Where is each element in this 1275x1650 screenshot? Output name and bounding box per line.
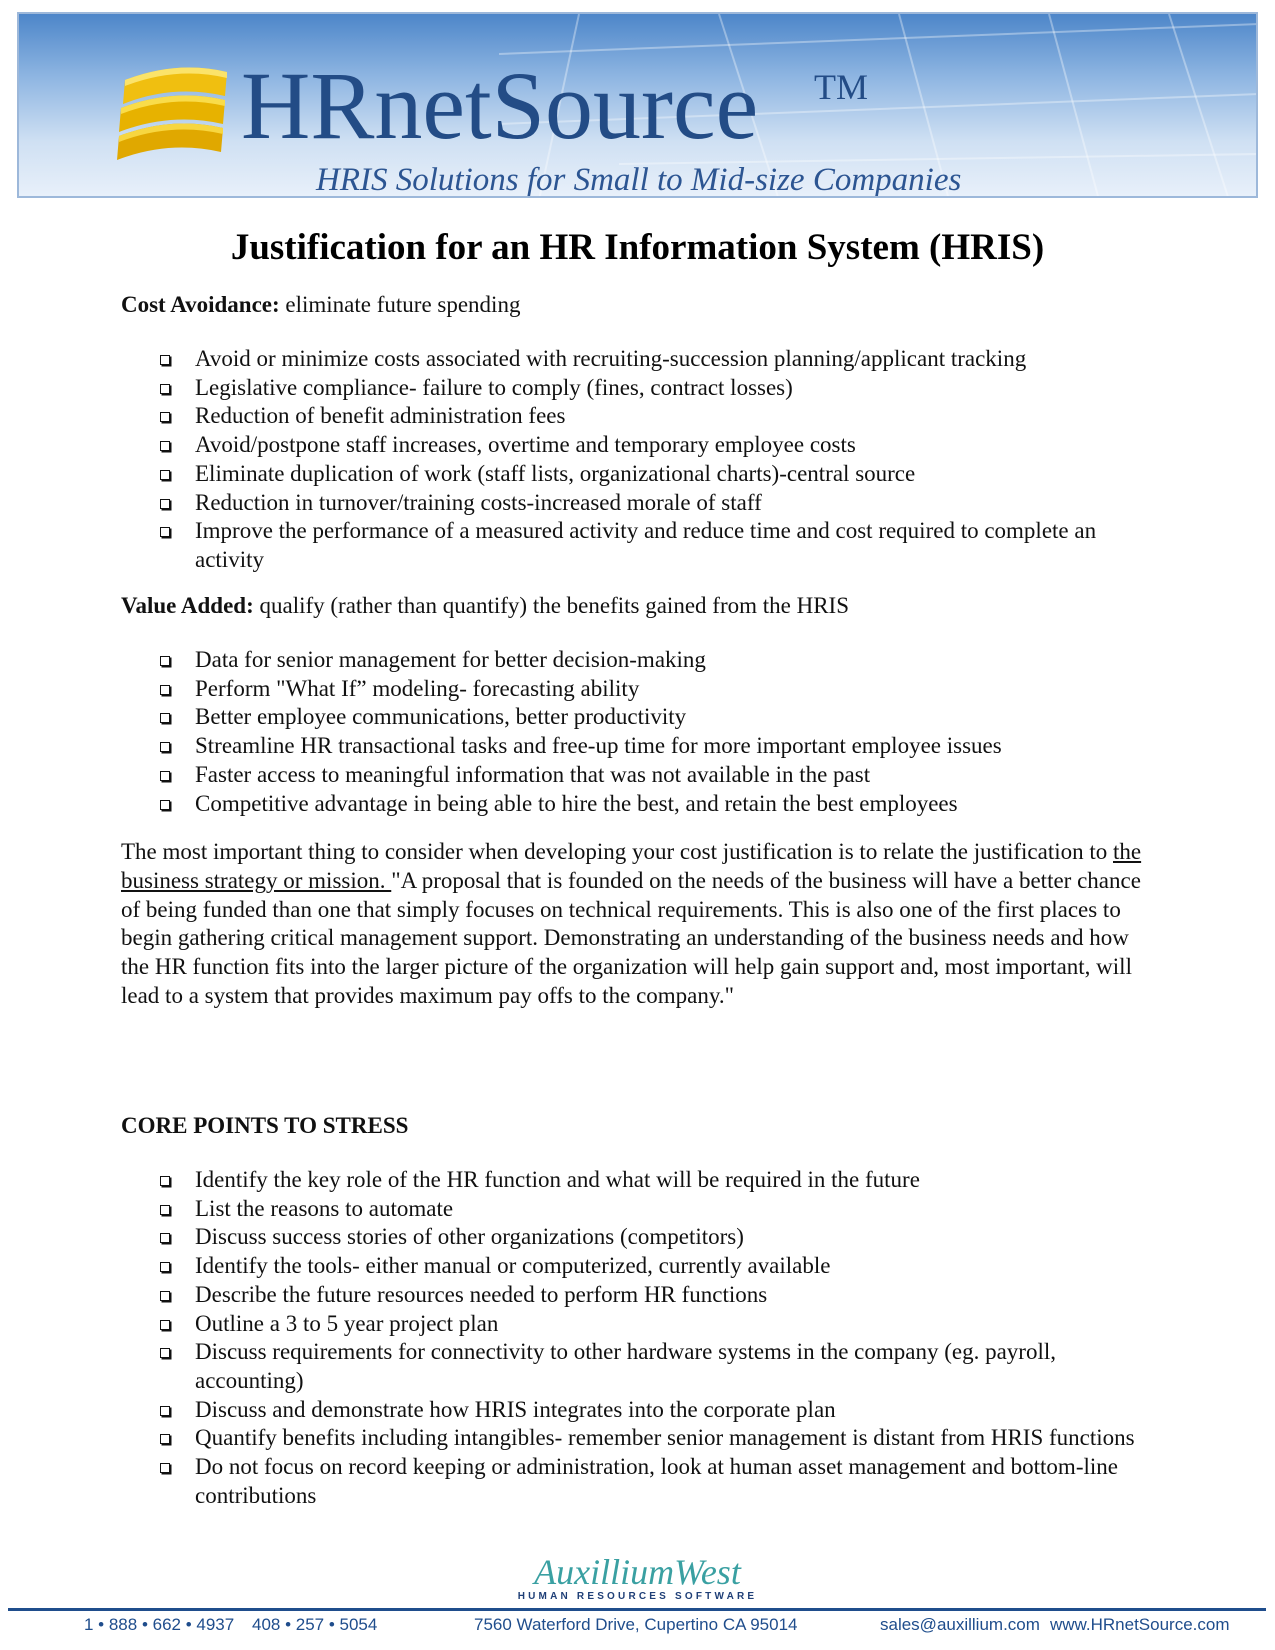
cost-avoidance-list bbox=[155, 345, 1165, 575]
auxilliumwest-logo-subtitle: HUMAN RESOURCES SOFTWARE bbox=[517, 1591, 758, 1602]
footer-phone-tollfree: 1 • 888 • 662 • 4937 bbox=[84, 1615, 235, 1634]
list-item: Perform "What If” modeling- forecasting ability bbox=[155, 675, 1165, 704]
list-item: Streamline HR transactional tasks and free-up time for more important employee issues bbox=[155, 732, 1165, 761]
list-item: Eliminate duplication of work (staff lists, organizational charts)-central source bbox=[155, 460, 1165, 489]
checkbox-bullet-icon bbox=[160, 1320, 170, 1330]
list-item: Quantify benefits including intangibles- remember senior management is distant from HRIS functions bbox=[155, 1424, 1165, 1453]
list-item: Data for senior management for better decision-making bbox=[155, 646, 1165, 675]
checkbox-bullet-icon bbox=[160, 441, 170, 451]
list-item: Identify the tools- either manual or computerized, currently available bbox=[155, 1252, 1165, 1281]
cost-avoidance-intro: eliminate future spending bbox=[279, 292, 521, 317]
justification-paragraph: The most important thing to consider when developing your cost justification is to relate the justification to the business strategy or mission. "A proposal that is founded on the needs of the business will have a better chance of being funded than one that simply focuses on technical requirements. This is also one of the first places to begin gathering critical management support. Demonstrating an understanding of the business needs and how the HR function fits into the larger picture of the organization will help gain support and, most important, will lead to a system that provides maximum pay offs to the company." bbox=[121, 839, 1142, 1008]
list-item: Identify the key role of the HR function and what will be required in the future bbox=[155, 1166, 1165, 1195]
auxilliumwest-logo: AuxilliumWest bbox=[534, 1552, 741, 1592]
list-item: Discuss requirements for connectivity to other hardware systems in the company (eg. payroll, accounting) bbox=[155, 1338, 1165, 1395]
list-item: Outline a 3 to 5 year project plan bbox=[155, 1310, 1165, 1339]
list-item: Discuss success stories of other organizations (competitors) bbox=[155, 1223, 1165, 1252]
core-points-list bbox=[155, 1166, 1165, 1510]
list-item: Reduction of benefit administration fees bbox=[155, 402, 1165, 431]
checkbox-bullet-icon bbox=[160, 470, 170, 480]
footer-phone-local: 408 • 257 • 5054 bbox=[252, 1615, 378, 1634]
list-item: Legislative compliance- failure to comply (fines, contract losses) bbox=[155, 374, 1165, 403]
footer-website-link[interactable]: www.HRnetSource.com bbox=[1050, 1615, 1230, 1634]
checkbox-bullet-icon bbox=[160, 1176, 170, 1186]
value-added-intro: qualify (rather than quantify) the benefits gained from the HRIS bbox=[253, 593, 849, 618]
header-banner bbox=[17, 12, 1258, 198]
checkbox-bullet-icon bbox=[160, 1434, 170, 1444]
list-item: Avoid or minimize costs associated with recruiting-succession planning/applicant tracking bbox=[155, 345, 1165, 374]
list-item: List the reasons to automate bbox=[155, 1195, 1165, 1224]
list-item: Better employee communications, better productivity bbox=[155, 703, 1165, 732]
stacked-coins-logo-icon bbox=[111, 56, 229, 166]
checkbox-bullet-icon bbox=[160, 742, 170, 752]
checkbox-bullet-icon bbox=[160, 412, 170, 422]
cost-avoidance-label: Cost Avoidance: bbox=[121, 292, 280, 317]
list-item: Faster access to meaningful information that was not available in the past bbox=[155, 761, 1165, 790]
checkbox-bullet-icon bbox=[160, 384, 170, 394]
value-added-heading bbox=[121, 591, 849, 620]
trademark-symbol: TM bbox=[814, 67, 868, 107]
checkbox-bullet-icon bbox=[160, 800, 170, 810]
checkbox-bullet-icon bbox=[160, 656, 170, 666]
value-added-list bbox=[155, 646, 1165, 818]
document-title: Justification for an HR Information System (HRIS) bbox=[230, 227, 1045, 268]
checkbox-bullet-icon bbox=[160, 1406, 170, 1416]
checkbox-bullet-icon bbox=[160, 1348, 170, 1358]
checkbox-bullet-icon bbox=[160, 1463, 170, 1473]
list-item: Improve the performance of a measured activity and reduce time and cost required to complete an activity bbox=[155, 517, 1165, 574]
list-item: Competitive advantage in being able to hire the best, and retain the best employees bbox=[155, 790, 1165, 819]
footer-divider bbox=[8, 1608, 1266, 1611]
checkbox-bullet-icon bbox=[160, 713, 170, 723]
footer-email[interactable]: sales@auxillium.com bbox=[880, 1615, 1040, 1634]
footer-address: 7560 Waterford Drive, Cupertino CA 95014 bbox=[474, 1615, 798, 1634]
checkbox-bullet-icon bbox=[160, 527, 170, 537]
checkbox-bullet-icon bbox=[160, 1205, 170, 1215]
checkbox-bullet-icon bbox=[160, 1233, 170, 1243]
checkbox-bullet-icon bbox=[160, 1262, 170, 1272]
business-strategy-underline: the business strategy or mission. bbox=[121, 839, 1142, 893]
value-added-label: Value Added: bbox=[121, 593, 254, 618]
brand-name: HRnetSource bbox=[241, 52, 759, 159]
cost-avoidance-heading bbox=[121, 290, 520, 319]
checkbox-bullet-icon bbox=[160, 499, 170, 509]
checkbox-bullet-icon bbox=[160, 1291, 170, 1301]
checkbox-bullet-icon bbox=[160, 355, 170, 365]
list-item: Avoid/postpone staff increases, overtime and temporary employee costs bbox=[155, 431, 1165, 460]
list-item: Describe the future resources needed to perform HR functions bbox=[155, 1281, 1165, 1310]
checkbox-bullet-icon bbox=[160, 685, 170, 695]
list-item: Do not focus on record keeping or administration, look at human asset management and bottom-line contributions bbox=[155, 1453, 1165, 1510]
list-item: Reduction in turnover/training costs-increased morale of staff bbox=[155, 489, 1165, 518]
brand-tagline: HRIS Solutions for Small to Mid-size Companies bbox=[316, 162, 962, 198]
checkbox-bullet-icon bbox=[160, 771, 170, 781]
list-item: Discuss and demonstrate how HRIS integrates into the corporate plan bbox=[155, 1396, 1165, 1425]
core-points-heading: CORE POINTS TO STRESS bbox=[121, 1113, 409, 1138]
